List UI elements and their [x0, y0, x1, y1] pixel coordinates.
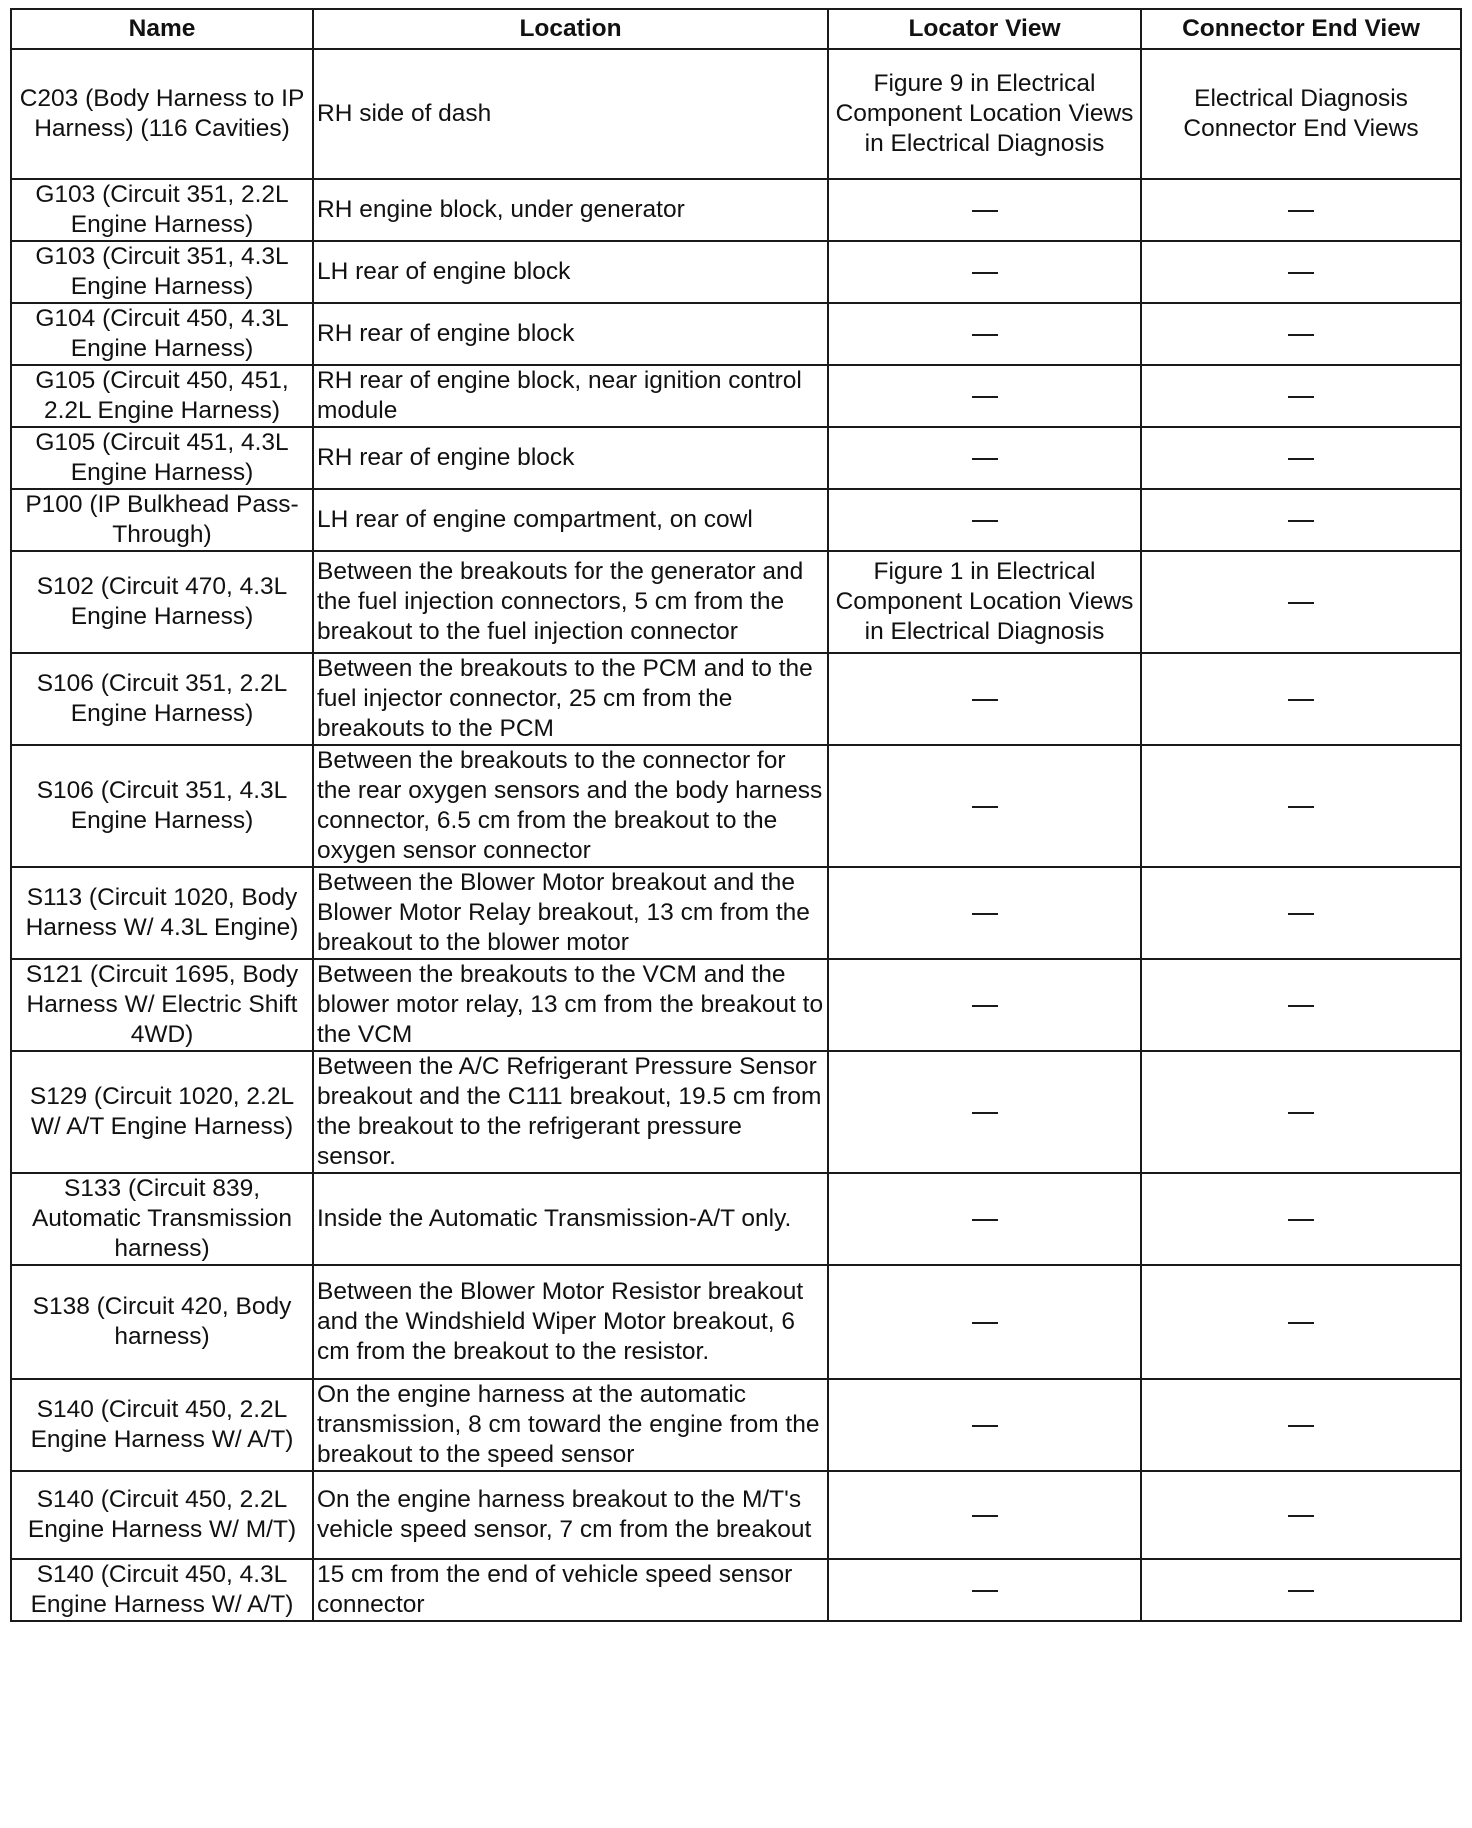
cell-connector-end-view	[1141, 745, 1461, 867]
em-dash-placeholder	[1288, 602, 1314, 604]
em-dash-placeholder	[972, 520, 998, 522]
em-dash-placeholder	[1288, 1219, 1314, 1221]
table-row	[11, 1265, 1461, 1379]
em-dash-placeholder	[1288, 913, 1314, 915]
table-body	[11, 49, 1461, 1621]
header-name: Name	[11, 9, 313, 49]
em-dash-placeholder	[1288, 334, 1314, 336]
cell-name: G103 (Circuit 351, 2.2L Engine Harness)	[11, 179, 313, 241]
cell-locator-view	[828, 745, 1141, 867]
cell-location: RH engine block, under generator	[313, 179, 828, 241]
cell-connector-end-view	[1141, 1559, 1461, 1621]
em-dash-placeholder	[1288, 1005, 1314, 1007]
cell-connector-end-view	[1141, 179, 1461, 241]
cell-connector-end-view	[1141, 1379, 1461, 1471]
em-dash-placeholder	[1288, 1322, 1314, 1324]
cell-location: RH rear of engine block	[313, 303, 828, 365]
cell-name: S129 (Circuit 1020, 2.2L W/ A/T Engine Harness)	[11, 1051, 313, 1173]
em-dash-placeholder	[1288, 1112, 1314, 1114]
cell-location: RH side of dash	[313, 49, 828, 179]
cell-name: S121 (Circuit 1695, Body Harness W/ Electric Shift 4WD)	[11, 959, 313, 1051]
cell-locator-view: Figure 9 in Electrical Component Location Views in Electrical Diagnosis	[828, 49, 1141, 179]
table-row	[11, 489, 1461, 551]
em-dash-placeholder	[972, 1219, 998, 1221]
table-row	[11, 303, 1461, 365]
em-dash-placeholder	[972, 806, 998, 808]
cell-connector-end-view	[1141, 365, 1461, 427]
table-row	[11, 867, 1461, 959]
cell-name: S106 (Circuit 351, 4.3L Engine Harness)	[11, 745, 313, 867]
cell-locator-view	[828, 241, 1141, 303]
table-row	[11, 551, 1461, 653]
cell-connector-end-view	[1141, 489, 1461, 551]
em-dash-placeholder	[972, 1515, 998, 1517]
cell-locator-view	[828, 1173, 1141, 1265]
table-row	[11, 241, 1461, 303]
table-row	[11, 653, 1461, 745]
cell-location: Between the Blower Motor Resistor breakout and the Windshield Wiper Motor breakout, 6 cm from the breakout to the resistor.	[313, 1265, 828, 1379]
cell-location: Between the Blower Motor breakout and the Blower Motor Relay breakout, 13 cm from the breakout to the blower motor	[313, 867, 828, 959]
cell-locator-view	[828, 959, 1141, 1051]
table-row	[11, 1471, 1461, 1559]
header-locator-view: Locator View	[828, 9, 1141, 49]
em-dash-placeholder	[1288, 1425, 1314, 1427]
cell-connector-end-view	[1141, 303, 1461, 365]
cell-location: LH rear of engine compartment, on cowl	[313, 489, 828, 551]
em-dash-placeholder	[972, 1322, 998, 1324]
cell-locator-view	[828, 1471, 1141, 1559]
em-dash-placeholder	[972, 396, 998, 398]
cell-name: C203 (Body Harness to IP Harness) (116 Cavities)	[11, 49, 313, 179]
cell-location: Between the A/C Refrigerant Pressure Sensor breakout and the C111 breakout, 19.5 cm from the breakout to the refrigerant pressure sensor.	[313, 1051, 828, 1173]
cell-locator-view	[828, 867, 1141, 959]
cell-connector-end-view	[1141, 1265, 1461, 1379]
table-row	[11, 365, 1461, 427]
em-dash-placeholder	[1288, 520, 1314, 522]
cell-name: G105 (Circuit 450, 451, 2.2L Engine Harness)	[11, 365, 313, 427]
cell-location: Between the breakouts for the generator and the fuel injection connectors, 5 cm from the breakout to the fuel injection connector	[313, 551, 828, 653]
cell-location: RH rear of engine block, near ignition control module	[313, 365, 828, 427]
cell-connector-end-view	[1141, 867, 1461, 959]
cell-locator-view	[828, 303, 1141, 365]
cell-name: G104 (Circuit 450, 4.3L Engine Harness)	[11, 303, 313, 365]
em-dash-placeholder	[972, 272, 998, 274]
cell-name: S133 (Circuit 839, Automatic Transmission harness)	[11, 1173, 313, 1265]
em-dash-placeholder	[972, 458, 998, 460]
cell-location: On the engine harness at the automatic transmission, 8 cm toward the engine from the breakout to the speed sensor	[313, 1379, 828, 1471]
cell-locator-view	[828, 489, 1141, 551]
cell-name: S102 (Circuit 470, 4.3L Engine Harness)	[11, 551, 313, 653]
cell-location: Inside the Automatic Transmission-A/T only.	[313, 1173, 828, 1265]
cell-locator-view	[828, 1051, 1141, 1173]
cell-location: 15 cm from the end of vehicle speed sensor connector	[313, 1559, 828, 1621]
table-header-row	[11, 9, 1461, 49]
table-row	[11, 745, 1461, 867]
em-dash-placeholder	[972, 913, 998, 915]
cell-locator-view: Figure 1 in Electrical Component Location Views in Electrical Diagnosis	[828, 551, 1141, 653]
cell-location: On the engine harness breakout to the M/T's vehicle speed sensor, 7 cm from the breakout	[313, 1471, 828, 1559]
em-dash-placeholder	[972, 210, 998, 212]
em-dash-placeholder	[1288, 1515, 1314, 1517]
em-dash-placeholder	[972, 699, 998, 701]
cell-name: S113 (Circuit 1020, Body Harness W/ 4.3L Engine)	[11, 867, 313, 959]
cell-location: Between the breakouts to the PCM and to the fuel injector connector, 25 cm from the breakouts to the PCM	[313, 653, 828, 745]
cell-locator-view	[828, 1379, 1141, 1471]
cell-connector-end-view	[1141, 1471, 1461, 1559]
cell-name: S140 (Circuit 450, 2.2L Engine Harness W/ A/T)	[11, 1379, 313, 1471]
em-dash-placeholder	[972, 1112, 998, 1114]
cell-connector-end-view	[1141, 241, 1461, 303]
table-row	[11, 1379, 1461, 1471]
em-dash-placeholder	[972, 334, 998, 336]
cell-connector-end-view	[1141, 653, 1461, 745]
table-row	[11, 959, 1461, 1051]
cell-locator-view	[828, 653, 1141, 745]
cell-location: Between the breakouts to the connector for the rear oxygen sensors and the body harness connector, 6.5 cm from the breakout to the oxygen sensor connector	[313, 745, 828, 867]
table-row	[11, 427, 1461, 489]
em-dash-placeholder	[1288, 699, 1314, 701]
cell-location: LH rear of engine block	[313, 241, 828, 303]
cell-connector-end-view	[1141, 551, 1461, 653]
cell-location: Between the breakouts to the VCM and the blower motor relay, 13 cm from the breakout to the VCM	[313, 959, 828, 1051]
cell-connector-end-view	[1141, 1173, 1461, 1265]
cell-locator-view	[828, 365, 1141, 427]
em-dash-placeholder	[1288, 272, 1314, 274]
connector-location-table	[10, 8, 1462, 1622]
em-dash-placeholder	[972, 1425, 998, 1427]
cell-name: S140 (Circuit 450, 4.3L Engine Harness W/ A/T)	[11, 1559, 313, 1621]
cell-locator-view	[828, 1265, 1141, 1379]
cell-name: G105 (Circuit 451, 4.3L Engine Harness)	[11, 427, 313, 489]
cell-location: RH rear of engine block	[313, 427, 828, 489]
cell-name: G103 (Circuit 351, 4.3L Engine Harness)	[11, 241, 313, 303]
em-dash-placeholder	[1288, 458, 1314, 460]
table-row	[11, 1173, 1461, 1265]
header-location: Location	[313, 9, 828, 49]
cell-locator-view	[828, 427, 1141, 489]
cell-name: S138 (Circuit 420, Body harness)	[11, 1265, 313, 1379]
table-row	[11, 1051, 1461, 1173]
table-row	[11, 49, 1461, 179]
cell-name: S106 (Circuit 351, 2.2L Engine Harness)	[11, 653, 313, 745]
cell-locator-view	[828, 179, 1141, 241]
cell-connector-end-view	[1141, 1051, 1461, 1173]
table-row	[11, 179, 1461, 241]
em-dash-placeholder	[1288, 396, 1314, 398]
connector-location-table-page	[10, 8, 1460, 1622]
cell-connector-end-view	[1141, 427, 1461, 489]
cell-connector-end-view	[1141, 959, 1461, 1051]
table-row	[11, 1559, 1461, 1621]
em-dash-placeholder	[1288, 1590, 1314, 1592]
em-dash-placeholder	[972, 1005, 998, 1007]
cell-name: P100 (IP Bulkhead Pass-Through)	[11, 489, 313, 551]
cell-connector-end-view: Electrical Diagnosis Connector End Views	[1141, 49, 1461, 179]
cell-name: S140 (Circuit 450, 2.2L Engine Harness W/ M/T)	[11, 1471, 313, 1559]
em-dash-placeholder	[1288, 806, 1314, 808]
header-connector-end-view: Connector End View	[1141, 9, 1461, 49]
cell-locator-view	[828, 1559, 1141, 1621]
em-dash-placeholder	[1288, 210, 1314, 212]
em-dash-placeholder	[972, 1590, 998, 1592]
